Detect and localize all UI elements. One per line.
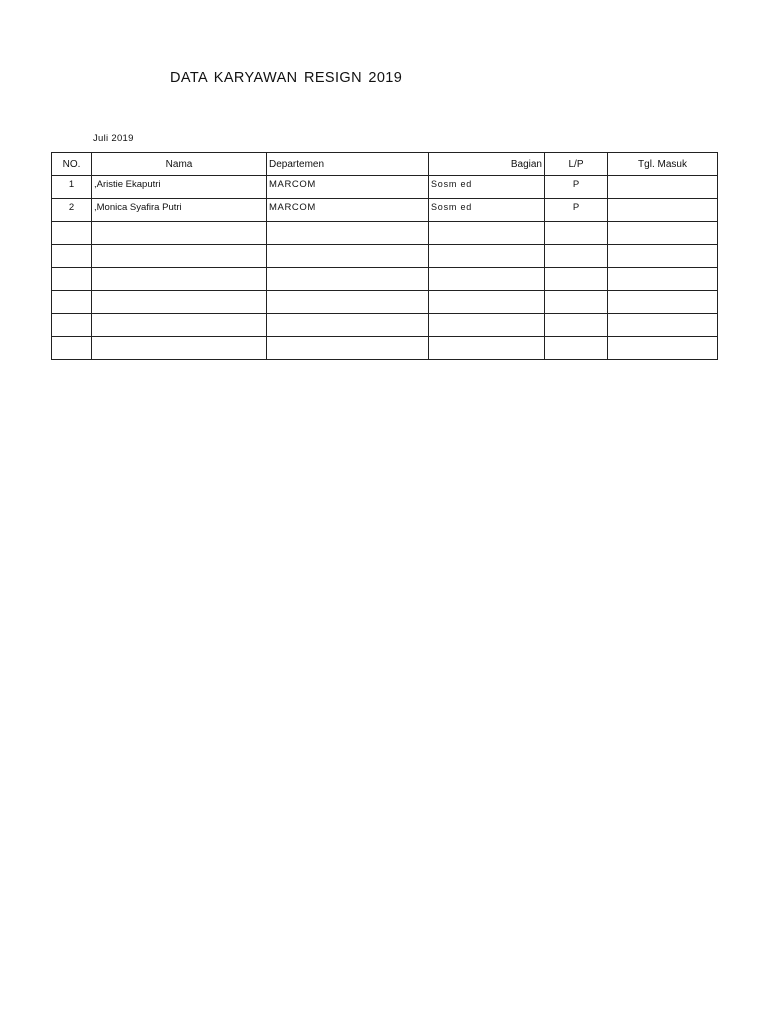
cell-lp xyxy=(545,291,608,314)
cell-nama: ,Monica Syafira Putri xyxy=(92,199,267,222)
cell-lp: P xyxy=(545,176,608,199)
cell-nama xyxy=(92,314,267,337)
table-row xyxy=(52,199,718,222)
cell-nama xyxy=(92,268,267,291)
cell-bagian xyxy=(429,314,545,337)
cell-no xyxy=(52,245,92,268)
cell-bagian xyxy=(429,291,545,314)
cell-no xyxy=(52,268,92,291)
cell-bagian: Sosm ed xyxy=(429,176,545,199)
table-header-row xyxy=(52,153,718,176)
table-row xyxy=(52,222,718,245)
cell-no xyxy=(52,337,92,360)
cell-departemen xyxy=(267,245,429,268)
cell-tgl-masuk xyxy=(608,199,718,222)
table-row xyxy=(52,291,718,314)
resign-table xyxy=(51,152,718,360)
cell-tgl-masuk xyxy=(608,314,718,337)
cell-bagian xyxy=(429,245,545,268)
cell-nama: ,Aristie Ekaputri xyxy=(92,176,267,199)
cell-departemen xyxy=(267,222,429,245)
cell-nama xyxy=(92,337,267,360)
period-label: Juli 2019 xyxy=(93,133,134,144)
cell-bagian xyxy=(429,222,545,245)
cell-lp: P xyxy=(545,199,608,222)
cell-bagian xyxy=(429,337,545,360)
cell-departemen xyxy=(267,291,429,314)
cell-bagian: Sosm ed xyxy=(429,199,545,222)
cell-departemen xyxy=(267,337,429,360)
table-row xyxy=(52,268,718,291)
cell-tgl-masuk xyxy=(608,176,718,199)
table-row xyxy=(52,245,718,268)
header-bagian: Bagian xyxy=(429,153,545,176)
header-tgl-masuk: Tgl. Masuk xyxy=(608,153,718,176)
cell-no xyxy=(52,291,92,314)
cell-tgl-masuk xyxy=(608,268,718,291)
cell-departemen: MARCOM xyxy=(267,199,429,222)
cell-tgl-masuk xyxy=(608,245,718,268)
cell-departemen xyxy=(267,268,429,291)
cell-tgl-masuk xyxy=(608,222,718,245)
cell-no xyxy=(52,222,92,245)
cell-lp xyxy=(545,222,608,245)
cell-bagian xyxy=(429,268,545,291)
cell-lp xyxy=(545,245,608,268)
header-nama: Nama xyxy=(92,153,267,176)
page-title: DATA KARYAWAN RESIGN 2019 xyxy=(170,70,403,86)
header-lp: L/P xyxy=(545,153,608,176)
cell-departemen xyxy=(267,314,429,337)
header-no: NO. xyxy=(52,153,92,176)
cell-no: 2 xyxy=(52,199,92,222)
cell-departemen: MARCOM xyxy=(267,176,429,199)
cell-lp xyxy=(545,268,608,291)
cell-lp xyxy=(545,337,608,360)
cell-lp xyxy=(545,314,608,337)
cell-no xyxy=(52,314,92,337)
cell-tgl-masuk xyxy=(608,291,718,314)
header-departemen: Departemen xyxy=(267,153,429,176)
cell-no: 1 xyxy=(52,176,92,199)
table-row xyxy=(52,314,718,337)
cell-nama xyxy=(92,291,267,314)
cell-tgl-masuk xyxy=(608,337,718,360)
table-row xyxy=(52,176,718,199)
cell-nama xyxy=(92,222,267,245)
table-row xyxy=(52,337,718,360)
cell-nama xyxy=(92,245,267,268)
